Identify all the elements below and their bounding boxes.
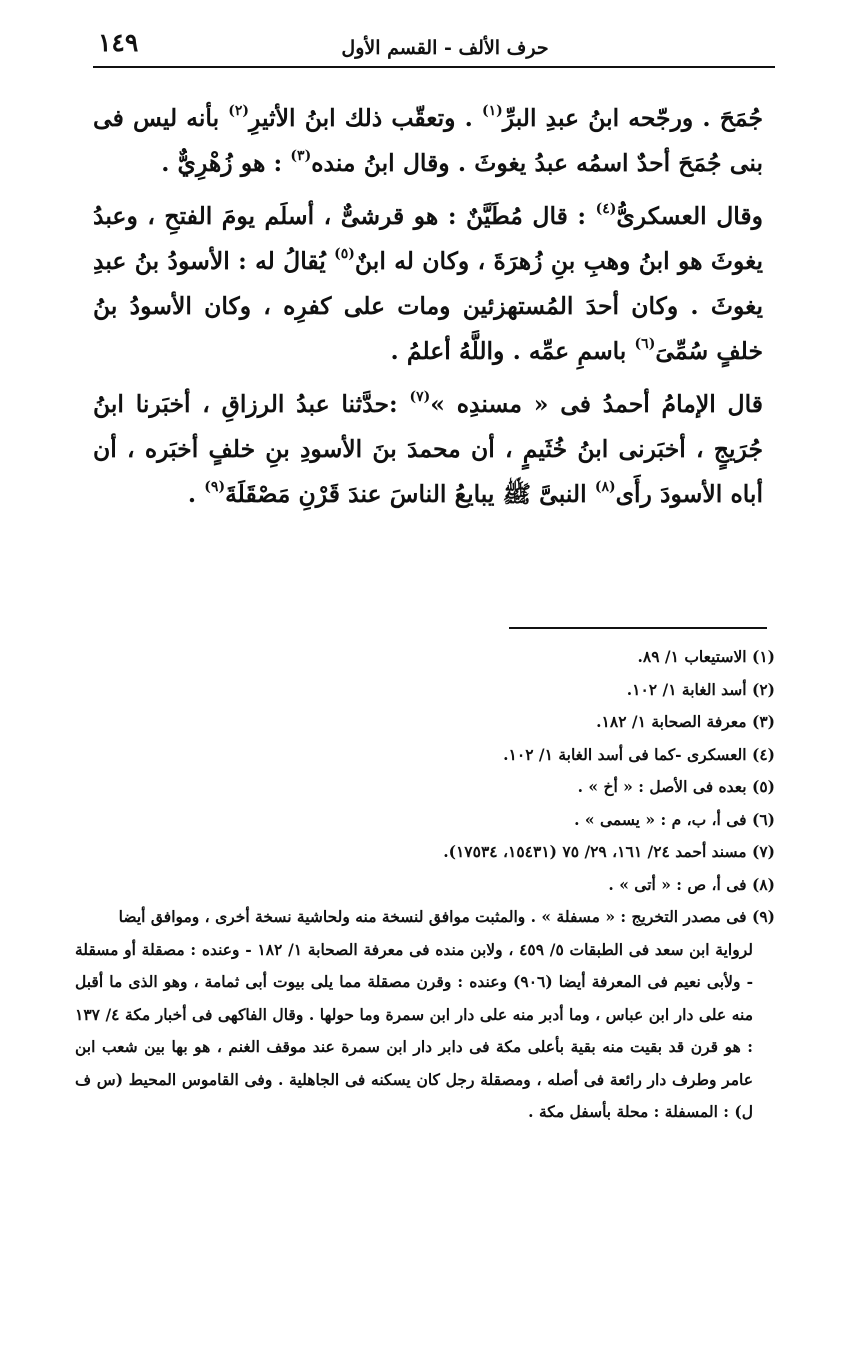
- text-run: باسمِ عمِّه . واللَّهُ أعلمُ .: [390, 337, 635, 365]
- footnote-ref[interactable]: (٨): [594, 479, 616, 495]
- footnote-8: (٨) فى أ، ص : « أتى » .: [608, 874, 775, 894]
- page-number: ١٤٩: [98, 28, 139, 57]
- footnote-1: (١) الاستيعاب ١/ ٨٩.: [637, 647, 775, 666]
- text-run: :حدَّثنا عبدُ الرزاقِ ، أخبَرنا ابنُ جُرَيجٍ ، أخبَرنى ابنُ خُثَيمٍ ، أن محمدَ بنَ الأسودِ بنِ خلفٍ أخبَره ، أن أباه الأسودَ رأَى: [93, 390, 763, 508]
- paragraph-3: [93, 382, 763, 517]
- footnote-separator: [509, 627, 767, 629]
- footnote-7: (٧) مسند أحمد ٢٤/ ١٦١، ٢٩/ ٧٥ (١٥٤٣١، ١٧٥٣٤).: [443, 842, 775, 861]
- footnote-ref[interactable]: (٩): [204, 479, 226, 495]
- text-run: بأنه ليس فى بنى جُمَحَ أحدٌ اسمُه عبدُ يغوثَ . وقال ابنُ منده: [93, 104, 763, 177]
- paragraph-1: [93, 96, 763, 186]
- footnote-ref[interactable]: (١): [481, 103, 503, 119]
- main-text: [93, 96, 763, 517]
- footnote-ref[interactable]: (٥): [334, 246, 355, 262]
- header-rule: [93, 66, 775, 68]
- footnote-2: (٢) أسد الغابة ١/ ١٠٢.: [626, 679, 775, 699]
- text-run: النبىَّ ﷺ يبايعُ الناسَ عندَ قَرْنِ مَصْقَلَةَ: [225, 480, 595, 508]
- paragraph-2: [93, 194, 763, 374]
- text-run: .: [187, 480, 205, 508]
- footnotes: [75, 641, 775, 1129]
- footnote-ref[interactable]: (٣): [290, 148, 312, 164]
- footnote-ref[interactable]: (٧): [409, 389, 431, 405]
- footnote-ref[interactable]: (٦): [634, 336, 656, 352]
- text-run: قال الإمامُ أحمدُ فى « مسندِه »: [430, 390, 763, 418]
- footnote-9-continuation: لرواية ابن سعد فى الطبقات ٥/ ٤٥٩ ، ولابن منده فى معرفة الصحابة ١/ ١٨٢ - وعنده : مصقلة أو مسقلة - ولأبى نعيم فى المعرفة أيضا (٩٠٦) وعنده : وقرن مصقلة مما يلى بيوت أبى ثمامة ، وهو الذى ما أقبل منه على دار ابن عباس ، وما أدبر منه على دار ابن سمرة وما حولها . وقال الفاكهى فى أخبار مكة ٤/ ١٣٧ : هو قرن قد بقيت منه بقية بأعلى مكة فى دابر دار ابن سمرة عند موقف الغنم ، هو بها بين شعب ابن عامر وطرف دار رائعة فى أصله ، ومصقلة رجل كان يسكنه فى الجاهلية . وفى القاموس المحيط (س ف ل) : المسفلة : محلة بأسفل مكة .: [75, 939, 753, 1121]
- text-run: : هو زُهْرِيٌّ .: [161, 149, 291, 177]
- text-run: : قال مُطَيَّنٌ : هو قرشىٌّ ، أسلَم يومَ الفتحِ ، وعبدُ يغوثَ هو ابنُ وهبِ بنِ زُهرَةَ ، وكان له ابنٌ: [93, 202, 763, 275]
- text-run: وقال العسكرىُّ: [616, 202, 764, 230]
- text-run: جُمَحَ . ورجّحه ابنُ عبدِ البرِّ: [502, 104, 763, 132]
- footnote-ref[interactable]: (٤): [595, 201, 617, 217]
- footnote-5: (٥) بعده فى الأصل : « أخ » .: [577, 777, 775, 796]
- footnote-ref[interactable]: (٢): [228, 103, 250, 119]
- text-run: يُقالُ له : الأسودُ بنُ عبدِ يغوثَ . وكان أحدَ المُستهزئين ومات على كفرِه ، وكان الأسودُ بنُ خلفٍ سُمِّىَ: [93, 247, 763, 365]
- footnote-6: (٦) فى أ، ب، م : « يسمى » .: [574, 809, 775, 829]
- text-run: . وتعقّب ذلك ابنُ الأثيرِ: [249, 104, 482, 132]
- footnote-3: (٣) معرفة الصحابة ١/ ١٨٢.: [596, 712, 775, 731]
- footnote-9: (٩) فى مصدر التخريج : « مسفلة » . والمثبت موافق لنسخة منه ولحاشية نسخة أخرى ، وموافق أيضا: [118, 907, 775, 926]
- running-header: حرف الألف - القسم الأول: [341, 37, 549, 59]
- footnote-4: (٤) العسكرى -كما فى أسد الغابة ١/ ١٠٢.: [503, 744, 775, 764]
